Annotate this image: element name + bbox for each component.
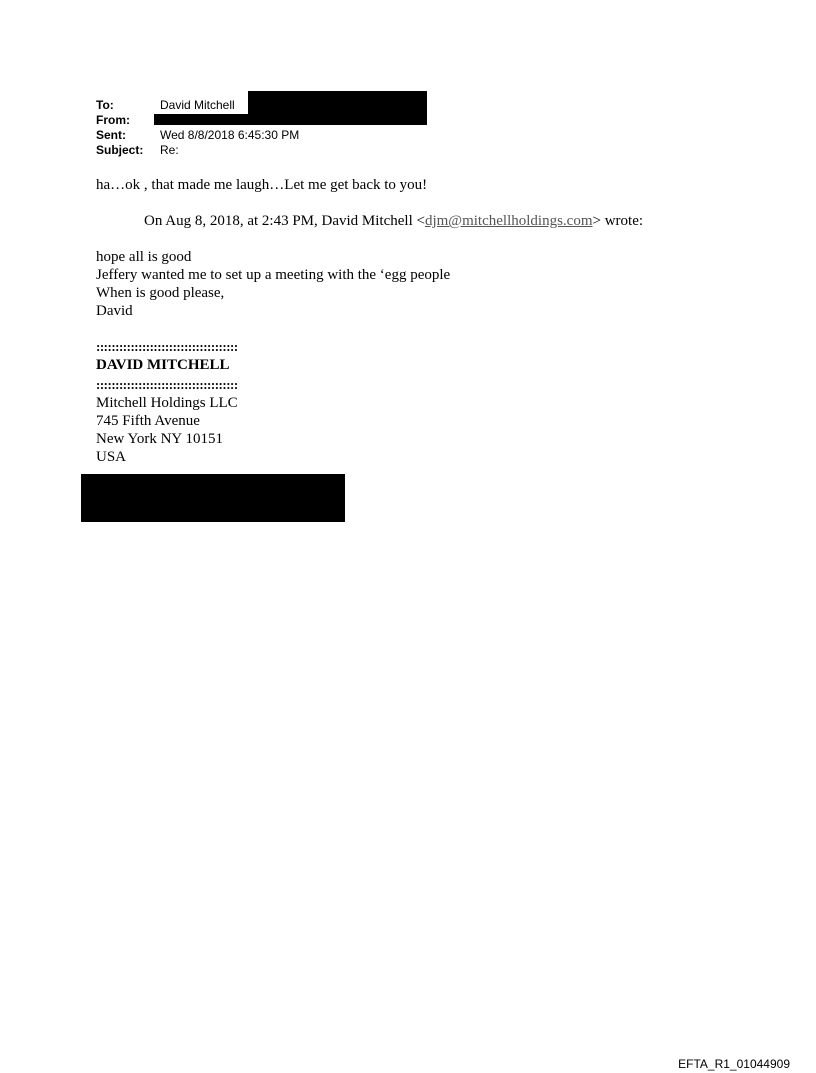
signature-country: USA	[96, 449, 127, 465]
signature-separator-bottom: :::::::::::::::::::::::::::::::::::::	[96, 377, 238, 392]
subject-label: Subject:	[96, 143, 144, 157]
subject-value: Re:	[160, 143, 179, 157]
redaction-box-header	[248, 91, 427, 125]
quoted-intro-suffix: > wrote:	[592, 213, 644, 229]
from-label: From:	[96, 113, 130, 127]
redaction-box-signature	[81, 474, 345, 522]
document-id: EFTA_R1_01044909	[678, 1057, 790, 1071]
signature-name: DAVID MITCHELL	[96, 357, 230, 373]
quoted-intro-prefix: On Aug 8, 2018, at 2:43 PM, David Mitchell <	[144, 213, 425, 229]
quoted-line: When is good please,	[96, 285, 225, 301]
quoted-line: Jeffery wanted me to set up a meeting with the ‘egg people	[96, 267, 451, 283]
quoted-line: hope all is good	[96, 249, 192, 265]
quoted-line: David	[96, 303, 133, 319]
sent-label: Sent:	[96, 128, 126, 142]
quoted-intro	[144, 212, 643, 230]
reply-text: ha…ok , that made me laugh…Let me get back to you!	[96, 177, 428, 193]
redaction-box-from	[154, 114, 254, 125]
signature-address-line1: 745 Fifth Avenue	[96, 413, 200, 429]
signature-separator-top: :::::::::::::::::::::::::::::::::::::	[96, 339, 238, 354]
email-link[interactable]: djm@mitchellholdings.com	[424, 213, 593, 229]
signature-address-line2: New York NY 10151	[96, 431, 223, 447]
to-label: To:	[96, 98, 114, 112]
to-value: David Mitchell	[160, 98, 235, 112]
sent-value: Wed 8/8/2018 6:45:30 PM	[160, 128, 300, 142]
signature-company: Mitchell Holdings LLC	[96, 395, 238, 411]
